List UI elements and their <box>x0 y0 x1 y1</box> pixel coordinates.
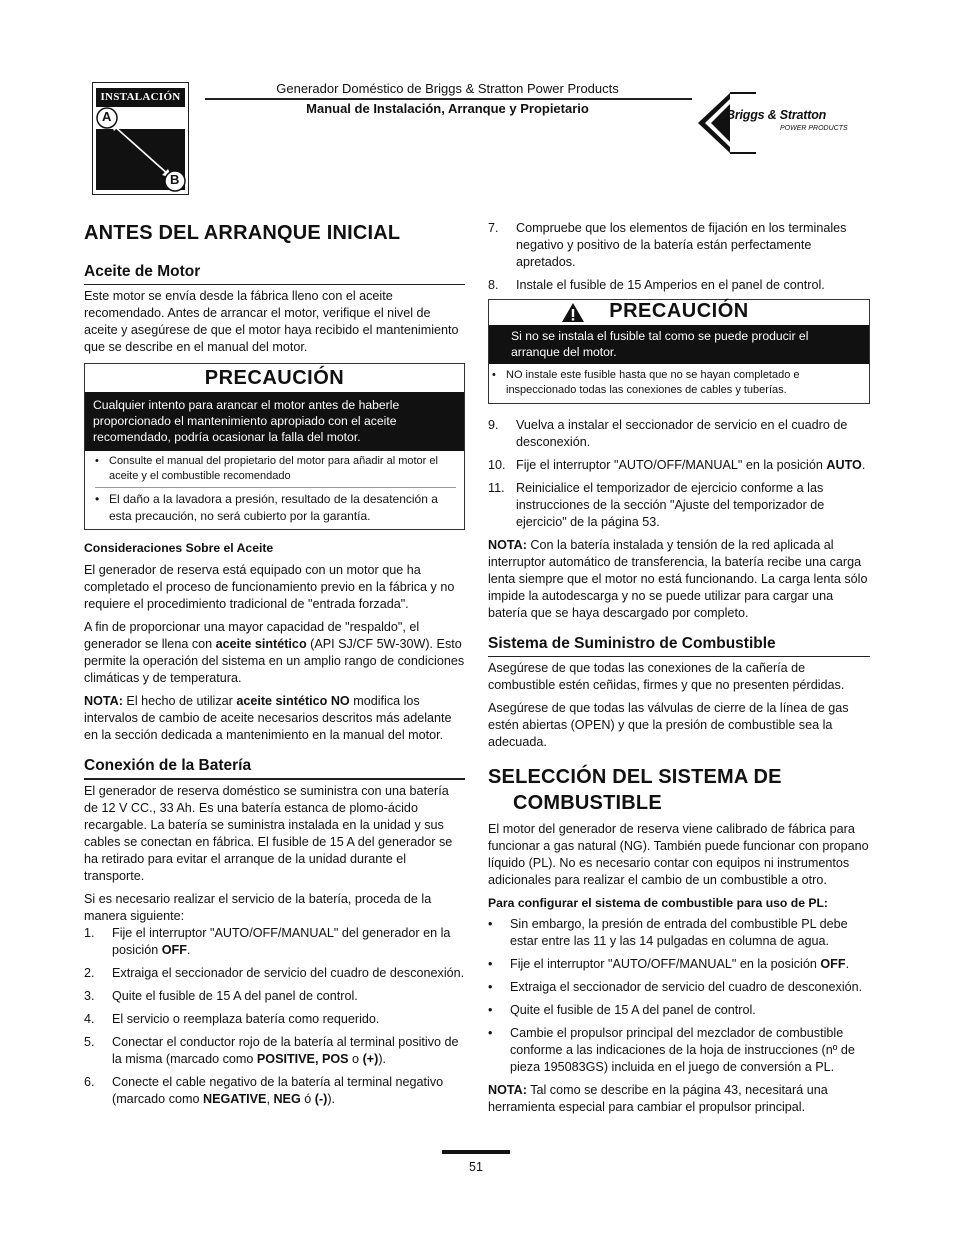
fuel-selection-p1: El motor del generador de reserva viene calibrado de fábrica para funcionar a gas natural (NG). También puede funcionar con propano líquido (PL). No es necesario contar con equipos ni instrumentos adicionales para realizar el cambio de un combustible a otro. <box>488 822 869 888</box>
caution-title: PRECAUCIÓN <box>489 300 869 325</box>
oil-heading-rule <box>84 284 465 285</box>
caution-bullet: • NO instale este fusible hasta que no se hayan completado e inspeccionado todas las conexiones de cables y tuberías. <box>492 369 800 396</box>
header-rule <box>205 98 692 100</box>
considerations-note: NOTA: El hecho de utilizar aceite sintético NO modifica los intervalos de cambio de aceite necesarios descritos más adelante en la sección dedicada a mantenimiento en la manual del motor. <box>84 694 452 743</box>
caution-box-oil <box>84 363 465 530</box>
lp-bullet-4: • Quite el fusible de 15 A del panel de control. <box>488 1003 756 1018</box>
page-number: 51 <box>469 1160 483 1174</box>
lp-bullet-3: • Extraiga el seccionador de servicio del cuadro de desconexión. <box>488 980 863 995</box>
fuel-supply-p1: Asegúrese de que todas las conexiones de la cañería de combustible estén ceñidas, firmes y que no presenten pérdidas. <box>488 661 845 693</box>
warning-triangle-icon <box>561 302 585 323</box>
step-8: 8. Instale el fusible de 15 Amperios en el panel de control. <box>488 278 825 292</box>
caution-divider <box>95 487 456 488</box>
battery-heading: Conexión de la Batería <box>84 757 252 775</box>
briggs-stratton-logo <box>696 91 868 155</box>
battery-note: NOTA: Con la batería instalada y tensión de la red aplicada al interruptor automático de transferencia, la batería recibe una carga lenta siempre que el motor no está funcionando. La carga lenta sólo impide la autodescarga y no se puede utilizar para cargar una batería que se haya descargado por completo. <box>488 538 868 620</box>
header-subtitle: Manual de Instalación, Arranque y Propietario <box>306 101 589 116</box>
step-1: 1. Fije el interruptor "AUTO/OFF/MANUAL" del generador en la posición OFF. <box>84 925 451 957</box>
lp-note: NOTA: Tal como se describe en la página 43, necesitará una herramienta especial para cambiar el propulsor principal. <box>488 1083 828 1115</box>
fuel-selection-title: SELECCIÓN DEL SISTEMA DE COMBUSTIBLE <box>488 766 782 815</box>
battery-heading-rule <box>84 778 465 779</box>
fuel-supply-p2: Asegúrese de que todas las válvulas de cierre de la línea de gas estén abiertas (OPEN) y que la presión de combustible sea la adecuada. <box>488 701 849 750</box>
lp-bullet-2: • Fije el interruptor "AUTO/OFF/MANUAL" en la posición OFF. <box>488 957 850 972</box>
section-label: INSTALACIÓN <box>96 88 185 107</box>
left-column <box>84 220 465 1108</box>
caution-bullet: • El daño a la lavadora a presión, resultado de la desatención a esta precaución, no será cubierto por la garantía. <box>95 492 438 524</box>
step-3: 3. Quite el fusible de 15 A del panel de control. <box>84 988 358 1003</box>
oil-heading: Aceite de Motor <box>84 263 201 280</box>
oil-paragraph: Este motor se envía desde la fábrica lleno con el aceite recomendado. Antes de arrancar el motor, verifique el nivel de aceite y asegúrese de que el motor haya recibido el mantenimiento que se describe en el manual del motor. <box>84 289 459 355</box>
battery-p1: El generador de reserva doméstico se suministra con una batería de 12 V CC., 33 Ah. Es una batería estanca de plomo-ácido recargable. La batería se suministra instalada en la unidad y sus cables se conectan en fábrica. El fusible de 15 A del generador se ha retirado para evitar el arranque de la unidad durante el transporte. <box>84 783 453 883</box>
caution-text: Cualquier intento para arancar el motor antes de haberle proporcionado el mantenimiento apropiado con el aceite recomendado, podría ocasionar la falla del motor. <box>85 392 464 451</box>
logo-diamond-icon <box>696 91 868 155</box>
step-6: 6. Conecte el cable negativo de la batería al terminal negativo (marcado como NEGATIVE, NEG ó (-)). <box>84 1074 444 1106</box>
step-9: 9. Vuelva a instalar el seccionador de servicio en el cuadro de desconexión. <box>488 418 848 449</box>
step-11: 11. Reinicialice el temporizador de ejercicio conforme a las instrucciones de la sección "Ajuste del temporizador de ejercicio" de la página 53. <box>488 481 825 529</box>
page-number-bar <box>442 1150 510 1154</box>
marker-b: B <box>170 172 180 187</box>
right-column <box>488 220 870 1116</box>
step-10: 10. Fije el interruptor "AUTO/OFF/MANUAL" en la posición AUTO. <box>488 458 866 472</box>
step-5: 5. Conectar el conductor rojo de la batería al terminal positivo de la misma (marcado como POSITIVE, POS o (+)). <box>84 1034 459 1066</box>
fuel-supply-heading: Sistema de Suministro de Combustible <box>488 635 776 652</box>
logo-name: Briggs & Stratton <box>726 108 827 122</box>
section-title: ANTES DEL ARRANQUE INICIAL <box>84 222 401 244</box>
considerations-p2: A fin de proporcionar una mayor capacidad de "respaldo", el generador se llena con aceite sintético (API SJ/CF 5W-30W). Esto permite la operación del sistema en un amplio rango de condiciones climáticas y de temperatura. <box>84 620 465 686</box>
caution-title: PRECAUCIÓN <box>204 367 345 390</box>
caution-bullet: • Consulte el manual del propietario del motor para añadir al motor el aceite y el combustible recomendado <box>95 455 438 483</box>
marker-a: A <box>102 109 112 124</box>
step-2: 2. Extraiga el seccionador de servicio del cuadro de desconexión. <box>84 965 465 980</box>
caution-text: Si no se instala el fusible tal como se puede producir el arranque del motor. <box>489 325 869 364</box>
section-tab-installation <box>92 82 189 195</box>
fuel-supply-heading-rule <box>488 656 870 657</box>
logo-sub: POWER PRODUCTS <box>780 125 848 132</box>
battery-p2: Si es necesario realizar el servicio de la batería, proceda de la manera siguiente: <box>84 891 432 923</box>
step-7: 7. Compruebe que los elementos de fijación en los terminales negativo y positivo de la batería están perfectamente apretados. <box>488 221 847 269</box>
considerations-p1: El generador de reserva está equipado con un motor que ha completado el proceso de funcionamiento previo en la fábrica y no requiere el procedimiento tradicional de "entrada forzada". <box>84 563 455 612</box>
lp-bullet-5: • Cambie el propulsor principal del mezclador de combustible conforme a las indicaciones de la hoja de instrucciones (nº de pieza 195083GS) incluida en el juego de conversión a PL. <box>488 1026 855 1075</box>
step-4: 4. El servicio o reemplaza batería como requerido. <box>84 1011 380 1026</box>
caution-box-fuse <box>488 299 870 404</box>
lp-bullet-1: • Sin embargo, la presión de entrada del combustible PL debe estar entre las 11 y las 14 pulgadas en columna de agua. <box>488 917 848 949</box>
lp-config-heading: Para configurar el sistema de combustible para uso de PL: <box>488 896 828 911</box>
header-title: Generador Doméstico de Briggs & Stratton Power Products <box>276 81 619 96</box>
considerations-heading: Consideraciones Sobre el Aceite <box>84 541 274 556</box>
